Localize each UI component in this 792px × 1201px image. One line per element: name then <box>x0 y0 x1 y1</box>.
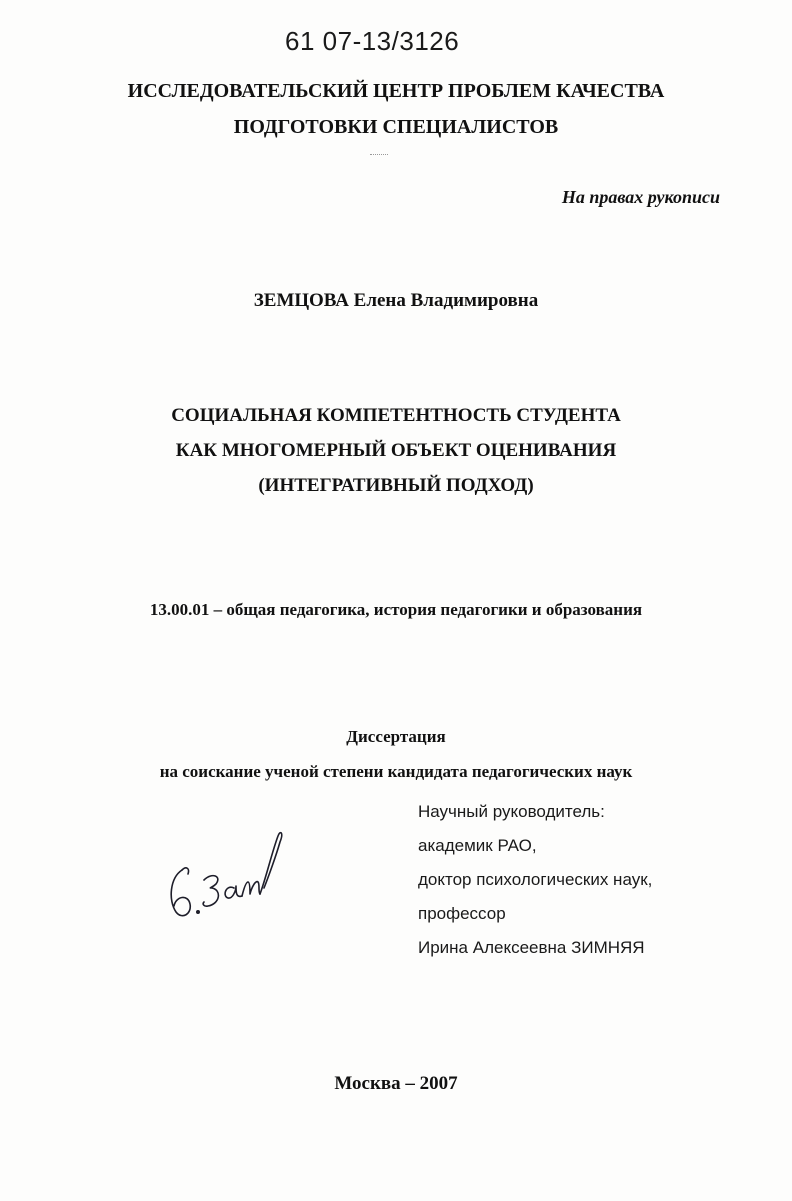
supervisor-title-1: академик РАО, <box>418 836 537 855</box>
archive-stamp-number: 61 07-13/3126 <box>285 26 460 56</box>
thesis-title-line-1: СОЦИАЛЬНАЯ КОМПЕТЕНТНОСТЬ СТУДЕНТА <box>171 405 621 426</box>
dissertation-label: Диссертация <box>346 727 446 746</box>
supervisor-title-2: доктор психологических наук, <box>418 870 653 889</box>
degree-description: на соискание ученой степени кандидата педагогических наук <box>159 762 633 781</box>
supervisor-role: Научный руководитель: <box>418 802 605 821</box>
scan-mark <box>370 154 388 157</box>
organization-line-2: ПОДГОТОВКИ СПЕЦИАЛИСТОВ <box>233 116 559 138</box>
thesis-title-line-3: (ИНТЕГРАТИВНЫЙ ПОДХОД) <box>258 475 534 496</box>
supervisor-block <box>418 795 652 965</box>
rights-note: На правах рукописи <box>561 187 720 207</box>
specialty-code: 13.00.01 – общая педагогика, история педагогики и образования <box>149 600 643 619</box>
supervisor-title-3: профессор <box>418 904 506 923</box>
organization-line-1: ИССЛЕДОВАТЕЛЬСКИЙ ЦЕНТР ПРОБЛЕМ КАЧЕСТВА <box>127 80 665 102</box>
thesis-title-line-2: КАК МНОГОМЕРНЫЙ ОБЪЕКТ ОЦЕНИВАНИЯ <box>175 440 617 461</box>
handwritten-note-signature <box>160 822 290 932</box>
supervisor-name: Ирина Алексеевна ЗИМНЯЯ <box>418 938 645 957</box>
place-and-year: Москва – 2007 <box>334 1073 458 1094</box>
author-name: ЗЕМЦОВА Елена Владимировна <box>253 290 539 311</box>
